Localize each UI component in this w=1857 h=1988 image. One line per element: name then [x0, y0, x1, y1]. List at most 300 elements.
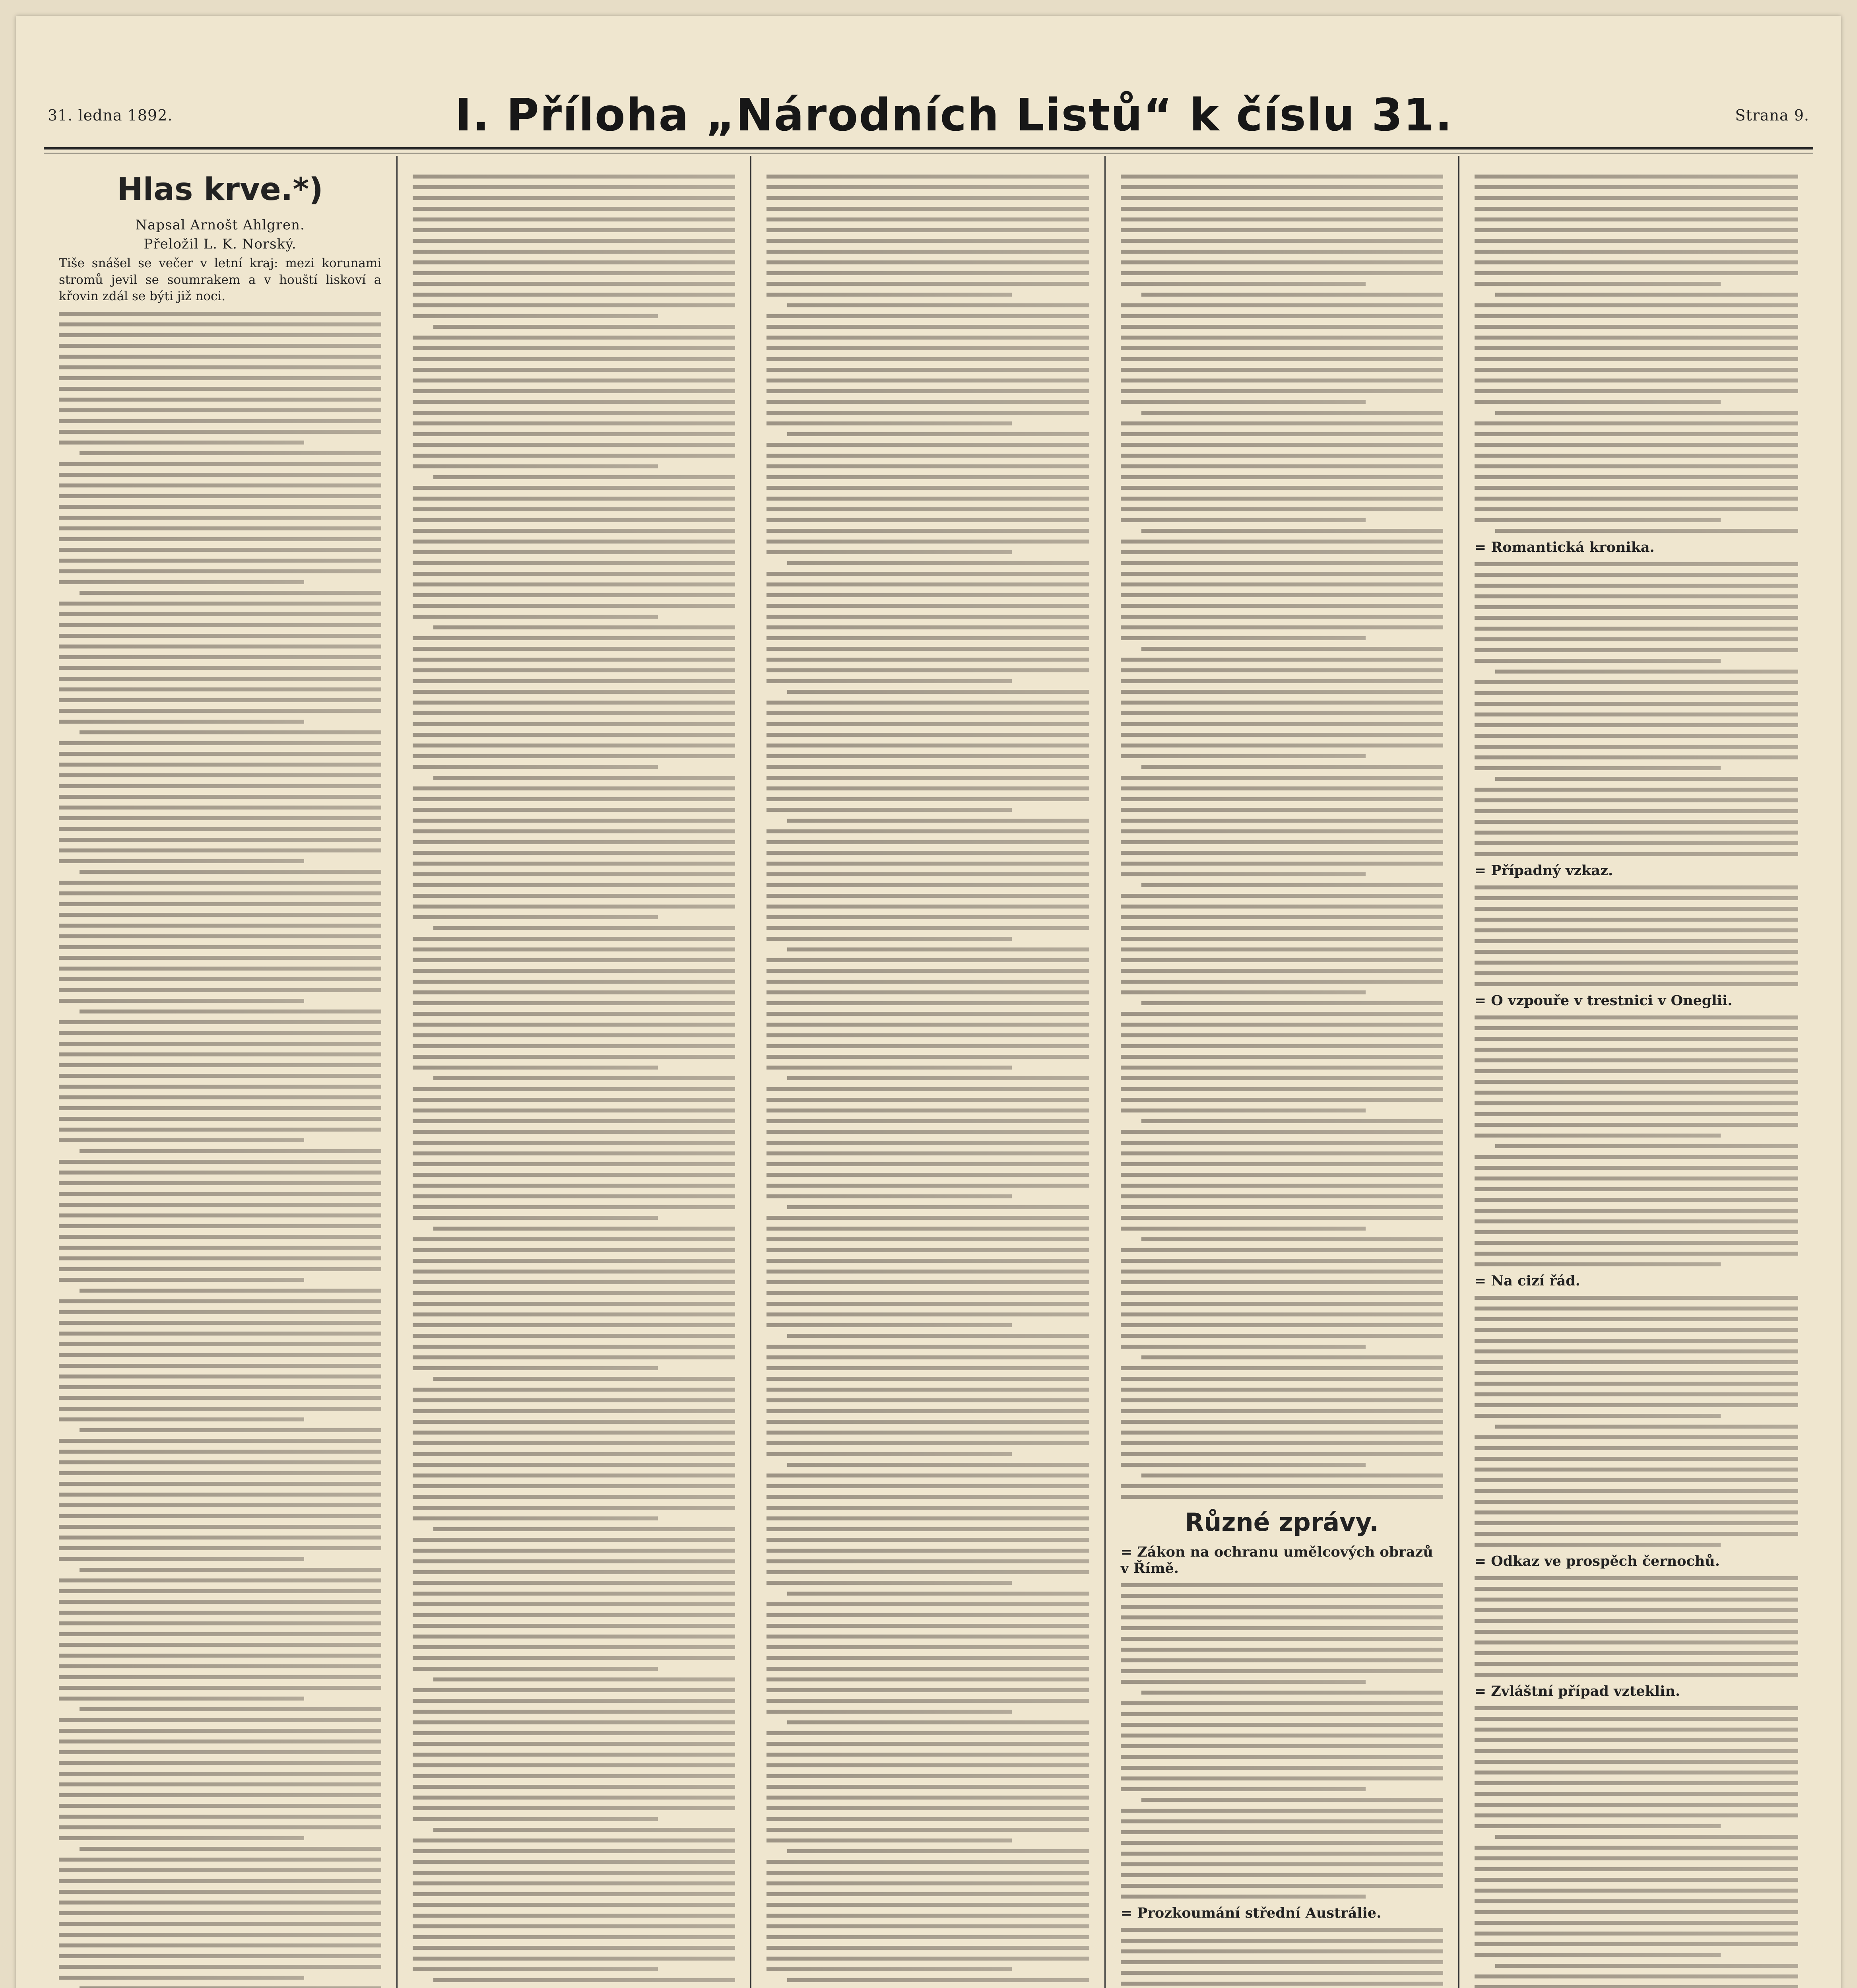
text-line [1475, 573, 1798, 577]
text-line [1475, 1673, 1798, 1677]
text-line [413, 1967, 658, 1971]
text-line [1121, 1949, 1443, 1953]
text-line [1121, 1259, 1443, 1263]
text-line [766, 572, 1089, 576]
text-line [1121, 851, 1443, 855]
text-line [1121, 1939, 1443, 1943]
text-line [59, 1536, 381, 1540]
text-line [59, 537, 381, 541]
text-line [59, 1407, 381, 1411]
text-line [1475, 788, 1798, 792]
text-line [1121, 432, 1443, 436]
text-line [1475, 217, 1798, 221]
text-line [787, 561, 1089, 565]
text-line [433, 776, 735, 780]
text-line [433, 325, 735, 329]
text-line [1475, 260, 1798, 264]
text-line [766, 1742, 1089, 1746]
text-line [766, 754, 1089, 758]
text-line [1121, 1766, 1443, 1770]
text-line [766, 1237, 1089, 1241]
text-line [59, 881, 381, 885]
text-line [1121, 1658, 1443, 1662]
text-line [766, 271, 1089, 275]
text-line [766, 1023, 1089, 1027]
news-headline: = Romantická kronika. [1474, 539, 1655, 555]
text-line [766, 1248, 1089, 1252]
text-line [1495, 1964, 1798, 1968]
text-line [59, 924, 381, 928]
text-line [1475, 1317, 1798, 1321]
text-line [1121, 271, 1443, 275]
text-line [1475, 389, 1798, 393]
text-line [766, 786, 1089, 790]
text-line [413, 905, 735, 909]
text-line [766, 711, 1089, 715]
text-line [766, 862, 1089, 866]
text-line [1121, 1495, 1443, 1499]
text-line [413, 1731, 735, 1735]
text-line [766, 357, 1089, 361]
text-line [413, 1323, 735, 1327]
text-line [413, 1151, 735, 1155]
text-line [766, 1645, 1089, 1649]
text-line [59, 1697, 304, 1701]
text-line [59, 441, 304, 445]
text-line [413, 1237, 735, 1241]
text-line [413, 797, 735, 801]
text-line [59, 1621, 381, 1625]
text-line [1121, 1227, 1366, 1231]
text-line [413, 1924, 735, 1928]
article-text-lines [59, 312, 381, 1988]
text-line [1121, 196, 1443, 200]
text-line [59, 698, 381, 702]
text-line [766, 1538, 1089, 1542]
text-line [59, 1482, 381, 1486]
text-line [1121, 1928, 1443, 1932]
text-line [413, 336, 735, 340]
text-line [787, 1205, 1089, 1209]
text-line [59, 655, 381, 659]
text-line [1121, 518, 1366, 522]
text-line [766, 507, 1089, 511]
text-line [413, 1280, 735, 1284]
text-line [766, 647, 1089, 651]
text-line [1475, 885, 1798, 889]
masthead-rule [44, 147, 1813, 153]
text-line [413, 561, 735, 565]
text-line [1121, 561, 1443, 565]
text-line [1475, 1619, 1798, 1623]
text-line [766, 1151, 1089, 1155]
text-line [59, 1138, 304, 1142]
text-line [59, 773, 381, 777]
text-line [413, 411, 735, 415]
text-line [766, 604, 1089, 608]
text-line [59, 1224, 381, 1228]
text-line [413, 540, 735, 544]
text-line [1121, 1484, 1443, 1488]
text-line [1121, 1109, 1366, 1112]
text-line [413, 1688, 735, 1692]
text-line [1475, 1717, 1798, 1721]
text-line [413, 872, 735, 876]
text-line [766, 1516, 1089, 1520]
text-line [1475, 907, 1798, 911]
text-line [59, 355, 381, 359]
text-line [787, 1849, 1089, 1853]
text-line [1475, 207, 1798, 211]
text-line [59, 322, 381, 326]
text-line [1475, 755, 1798, 759]
text-line [59, 473, 381, 477]
text-line [1475, 1230, 1798, 1234]
text-line [1475, 1792, 1798, 1796]
text-line [766, 325, 1089, 329]
text-line [413, 228, 735, 232]
text-line [766, 1173, 1089, 1177]
text-line [787, 1334, 1089, 1338]
text-line [1121, 368, 1443, 372]
text-line [1121, 1615, 1443, 1619]
text-line [1475, 1813, 1798, 1817]
text-line [413, 615, 658, 619]
text-line [413, 1173, 735, 1177]
text-line [1475, 918, 1798, 922]
text-line [1475, 1166, 1798, 1170]
text-line [59, 1804, 381, 1808]
text-line [59, 709, 381, 713]
text-line [59, 720, 304, 724]
text-line [766, 615, 1089, 619]
text-line [433, 475, 735, 479]
text-line [1121, 990, 1366, 994]
text-line [59, 806, 381, 810]
text-line [59, 430, 381, 434]
text-line [787, 947, 1089, 951]
text-line [1141, 647, 1443, 651]
text-line [1475, 1069, 1798, 1073]
text-line [413, 217, 735, 221]
text-line [766, 346, 1089, 350]
text-line [413, 1796, 735, 1800]
text-line [413, 1656, 735, 1660]
text-line [1121, 1583, 1443, 1587]
text-line [1121, 744, 1443, 747]
text-line [766, 701, 1089, 705]
text-line [413, 1012, 735, 1016]
text-line [1121, 1194, 1443, 1198]
text-line [1121, 786, 1443, 790]
text-line [1121, 1044, 1443, 1048]
text-line [1121, 1076, 1443, 1080]
text-line [1475, 1155, 1798, 1159]
text-line [1121, 690, 1443, 694]
text-line [1495, 1425, 1798, 1429]
text-line [413, 1645, 735, 1649]
news-text-lines [1475, 885, 1798, 986]
text-line [1475, 1878, 1798, 1882]
text-line [766, 1881, 1089, 1885]
text-line [1475, 1209, 1798, 1213]
text-line [766, 1613, 1089, 1617]
text-line [1475, 691, 1798, 695]
text-line [59, 1450, 381, 1454]
text-line [59, 1160, 381, 1164]
text-line [1121, 1809, 1443, 1813]
text-line [787, 690, 1089, 694]
text-line [766, 1377, 1089, 1381]
text-line [1121, 1055, 1443, 1059]
text-line [766, 776, 1089, 780]
text-line [413, 1806, 735, 1810]
text-line [766, 1270, 1089, 1274]
text-line [1475, 1932, 1798, 1936]
text-line [1495, 1144, 1798, 1148]
text-line [766, 1710, 1012, 1714]
text-line [1141, 1237, 1443, 1241]
text-line [766, 1967, 1012, 1971]
text-line [413, 497, 735, 501]
text-line [59, 1879, 381, 1883]
text-line [413, 239, 735, 243]
text-line [59, 526, 381, 530]
text-line [1475, 1856, 1798, 1860]
text-line [1121, 1184, 1443, 1188]
text-line [766, 765, 1089, 769]
text-line [59, 1718, 381, 1722]
text-line [59, 1643, 381, 1647]
text-line [59, 1772, 381, 1776]
text-line [766, 1839, 1012, 1842]
text-line [59, 977, 381, 981]
text-line [59, 1525, 381, 1529]
text-line [59, 1235, 381, 1239]
text-line [413, 282, 735, 286]
text-line [1121, 1312, 1443, 1316]
text-line [413, 1474, 735, 1477]
text-line [59, 1471, 381, 1475]
text-line [59, 408, 381, 412]
text-line [413, 765, 658, 769]
text-line [1495, 670, 1798, 674]
text-line [1121, 260, 1443, 264]
text-line [413, 1302, 735, 1306]
text-line [766, 722, 1089, 726]
text-line [413, 1742, 735, 1746]
text-line [413, 1066, 658, 1070]
text-line [433, 625, 735, 629]
text-line [59, 580, 304, 584]
text-line [59, 1171, 381, 1175]
text-line [413, 1334, 735, 1338]
text-line [1121, 615, 1443, 619]
text-line [413, 947, 735, 951]
text-line [413, 840, 735, 844]
text-line [766, 937, 1012, 941]
text-line [59, 1095, 381, 1099]
text-line [413, 1871, 735, 1875]
text-line [413, 1935, 735, 1939]
text-line [59, 494, 381, 498]
text-line [1475, 518, 1721, 522]
text-line [1475, 175, 1798, 179]
text-line [766, 1066, 1012, 1070]
text-line [59, 1493, 381, 1497]
text-line [1121, 185, 1443, 189]
news-text-lines [1475, 562, 1798, 856]
text-line [413, 1495, 735, 1499]
text-line [413, 507, 735, 511]
text-line [59, 1600, 381, 1604]
text-line [413, 421, 735, 425]
text-line [413, 1248, 735, 1252]
text-line [1475, 1953, 1721, 1957]
column-4 [1106, 156, 1459, 1988]
text-line [1475, 1360, 1798, 1364]
text-line [1475, 1446, 1798, 1450]
text-line [413, 851, 735, 855]
text-line [766, 1355, 1089, 1359]
text-line [1121, 1162, 1443, 1166]
text-line [1121, 421, 1443, 425]
text-line [1475, 1576, 1798, 1580]
text-line [80, 1986, 381, 1988]
text-line [1121, 454, 1443, 458]
text-line [1475, 1738, 1798, 1742]
text-line [1121, 958, 1443, 962]
text-line [59, 1063, 381, 1067]
text-line [1121, 1205, 1443, 1209]
text-line [1475, 1521, 1798, 1525]
text-line [59, 1106, 381, 1110]
text-line [766, 1312, 1089, 1316]
text-line [1121, 486, 1443, 490]
text-line [80, 1847, 381, 1851]
text-line [1475, 1339, 1798, 1343]
text-line [59, 1192, 381, 1196]
text-line [766, 808, 1012, 812]
news-headline: = O vzpouře v trestnici v Oneglii. [1474, 992, 1733, 1009]
text-line [413, 1055, 735, 1059]
text-line [80, 730, 381, 734]
text-line [766, 851, 1089, 855]
text-line [766, 1527, 1089, 1531]
text-line [1121, 1755, 1443, 1759]
text-line [80, 1010, 381, 1013]
text-line [787, 819, 1089, 823]
article-translator: Přeložil L. K. Norský. [144, 236, 297, 252]
text-line [59, 1417, 304, 1421]
text-line [59, 1825, 381, 1829]
text-line [1475, 357, 1798, 361]
text-line [1141, 765, 1443, 769]
text-line [59, 1793, 381, 1797]
text-line [59, 634, 381, 638]
text-line [766, 926, 1089, 930]
text-line [1475, 809, 1798, 813]
text-line [1121, 550, 1443, 554]
text-line [1475, 325, 1798, 329]
article-opening: Tiše snášel se večer v letní kraj: mezi korunami stromů jevil se soumrakem a v houští liskoví a křovin zdál se býti již noci. [59, 256, 382, 304]
text-line [1121, 1895, 1366, 1899]
text-line [766, 636, 1089, 640]
text-line [1475, 1176, 1798, 1180]
text-line [59, 988, 381, 992]
text-line [766, 1763, 1089, 1767]
text-line [1475, 1760, 1798, 1764]
text-line [413, 1409, 735, 1413]
text-line [1475, 1037, 1798, 1041]
text-line [1121, 357, 1443, 361]
text-line [413, 862, 735, 866]
text-line [1495, 777, 1798, 781]
text-line [1121, 239, 1443, 243]
text-line [1475, 464, 1798, 468]
text-line [1475, 852, 1798, 856]
text-line [413, 1581, 735, 1585]
text-line [433, 1828, 735, 1832]
text-line [1121, 1463, 1366, 1467]
text-line [1121, 464, 1443, 468]
text-line [1475, 896, 1798, 900]
text-line [80, 1568, 381, 1572]
text-line [1475, 1587, 1798, 1591]
text-line [766, 1796, 1089, 1800]
text-line [413, 915, 658, 919]
text-line [1121, 679, 1443, 683]
text-line [1475, 745, 1798, 749]
text-line [766, 1398, 1089, 1402]
text-line [413, 486, 735, 490]
text-line [766, 1109, 1089, 1112]
text-line [413, 1506, 735, 1510]
text-line [1121, 604, 1443, 608]
text-line [1121, 175, 1443, 179]
page-title: I. Příloha „Národních Listů“ k číslu 31. [455, 89, 1453, 141]
text-line [1121, 1723, 1443, 1727]
text-line [413, 1763, 735, 1767]
text-line [766, 1914, 1089, 1918]
text-line [413, 1892, 735, 1896]
text-line [1475, 627, 1798, 631]
text-line [1141, 1691, 1443, 1695]
text-line [766, 582, 1089, 586]
text-line [1475, 702, 1798, 706]
text-line [1121, 1388, 1443, 1392]
text-line [766, 1452, 1012, 1456]
text-line [1495, 293, 1798, 297]
text-line [59, 1256, 381, 1260]
text-line [413, 1312, 735, 1316]
text-line [1121, 1841, 1443, 1845]
text-line [766, 1388, 1089, 1392]
text-line [59, 816, 381, 820]
text-line [766, 454, 1089, 458]
text-line [766, 1549, 1089, 1553]
text-line [1121, 325, 1443, 329]
text-line [59, 1278, 304, 1282]
text-line [59, 1052, 381, 1056]
text-line [413, 754, 735, 758]
text-line [766, 228, 1089, 232]
text-line [1121, 1151, 1443, 1155]
text-line [413, 1613, 735, 1617]
text-line [413, 786, 735, 790]
text-line [1475, 1296, 1798, 1300]
text-line [59, 312, 381, 316]
